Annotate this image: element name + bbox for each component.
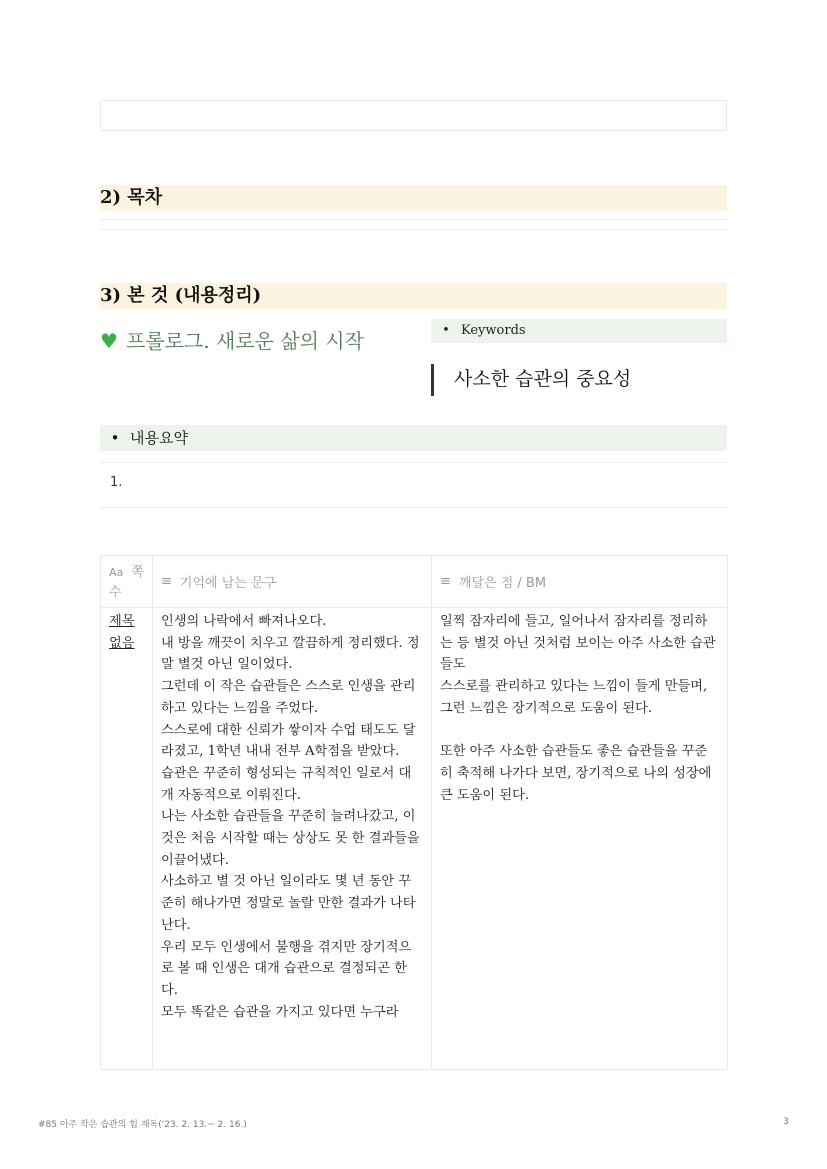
column-header-memorable[interactable] [153,556,432,608]
text-lines-icon: ≡ [440,574,451,589]
empty-block [100,100,727,131]
footer-page-number: 3 [783,1117,789,1127]
divider [100,229,727,230]
table-row [101,608,728,1070]
column-header-insight[interactable] [432,556,728,608]
divider [100,219,727,220]
column-label: 쪽수 [109,565,144,600]
memorable-cell[interactable] [153,608,432,1070]
insight-text: 일찍 잠자리에 들고, 일어나서 잠자리를 정리하는 등 별것 아닌 것처럼 보이는 아주 사소한 습관들도 스스로를 관리하고 있다는 느낌이 들게 만들며, 그런 느낌은 장기적으로 도움이 된다. 또한 아주 사소한 습관들도 좋은 습관들을 꾸준히 축적해 나가다 보면, 장기적으로 나의 성장에 큰 도움이 된다. [440,614,716,803]
numbered-item: 1. [110,475,123,490]
bullet-icon: • [442,323,450,338]
text-lines-icon: ≡ [161,574,172,589]
column-label: 깨달은 점 / BM [458,576,547,591]
memorable-text: 인생의 나락에서 빠져나오다. 내 방을 깨끗이 치우고 깔끔하게 정리했다. 정말 별것 아닌 일이었다. 그런데 이 작은 습관들은 스스로 인생을 관리하고 있다는 느낌을 주었다. 스스로에 대한 신뢰가 쌓이자 수업 태도도 달라졌고, 1학년 내내 전부 A학점을 받았다. 습관은 꾸준히 형성되는 규칙적인 일로서 대개 자동적으로 이뤄진다. 나는 사소한 습관들을 꾸준히 늘려나갔고, 이것은 처음 시작할 때는 상상도 못 한 결과들을 이끌어냈다. 사소하고 별 것 아닌 일이라도 몇 년 동안 꾸준히 해나가면 정말로 놀랄 만한 결과가 나타난다. 우리 모두 인생에서 불행을 겪지만 장기적으로 볼 때 인생은 대개 습관으로 결정되곤 한다. 모두 똑같은 습관을 가지고 있다면 누구라 [161,614,420,1020]
keyword-quote: 사소한 습관의 중요성 [431,364,727,396]
summary-label: 내용요약 [130,429,188,447]
bullet-icon: • [110,429,120,447]
footer-doc-title: #85 아주 작은 습관의 힘 재독('23. 2. 13.~ 2. 16.) [38,1120,247,1130]
numbered-list [100,462,727,508]
table-viewport [100,555,728,1070]
title-property-icon: Aa [109,566,124,579]
row-title[interactable]: 제목 없음 [109,614,135,651]
column-header-page[interactable] [101,556,153,608]
prologue-title [100,326,364,356]
prologue-title-text: 프롤로그. 새로운 삶의 시작 [126,329,364,353]
table-header-row [101,556,728,608]
green-heart-icon: ♥ [100,329,118,353]
column-label: 기억에 남는 문구 [179,576,277,591]
summary-toggle[interactable] [100,425,727,451]
content-heading: 3) 본 것 (내용정리) [100,283,727,309]
toc-heading: 2) 목차 [100,185,727,211]
keywords-label: Keywords [461,323,526,338]
database-table [100,555,728,1070]
page-cell[interactable] [101,608,153,1070]
keywords-toggle[interactable] [431,319,727,343]
insight-cell[interactable] [432,608,728,1070]
